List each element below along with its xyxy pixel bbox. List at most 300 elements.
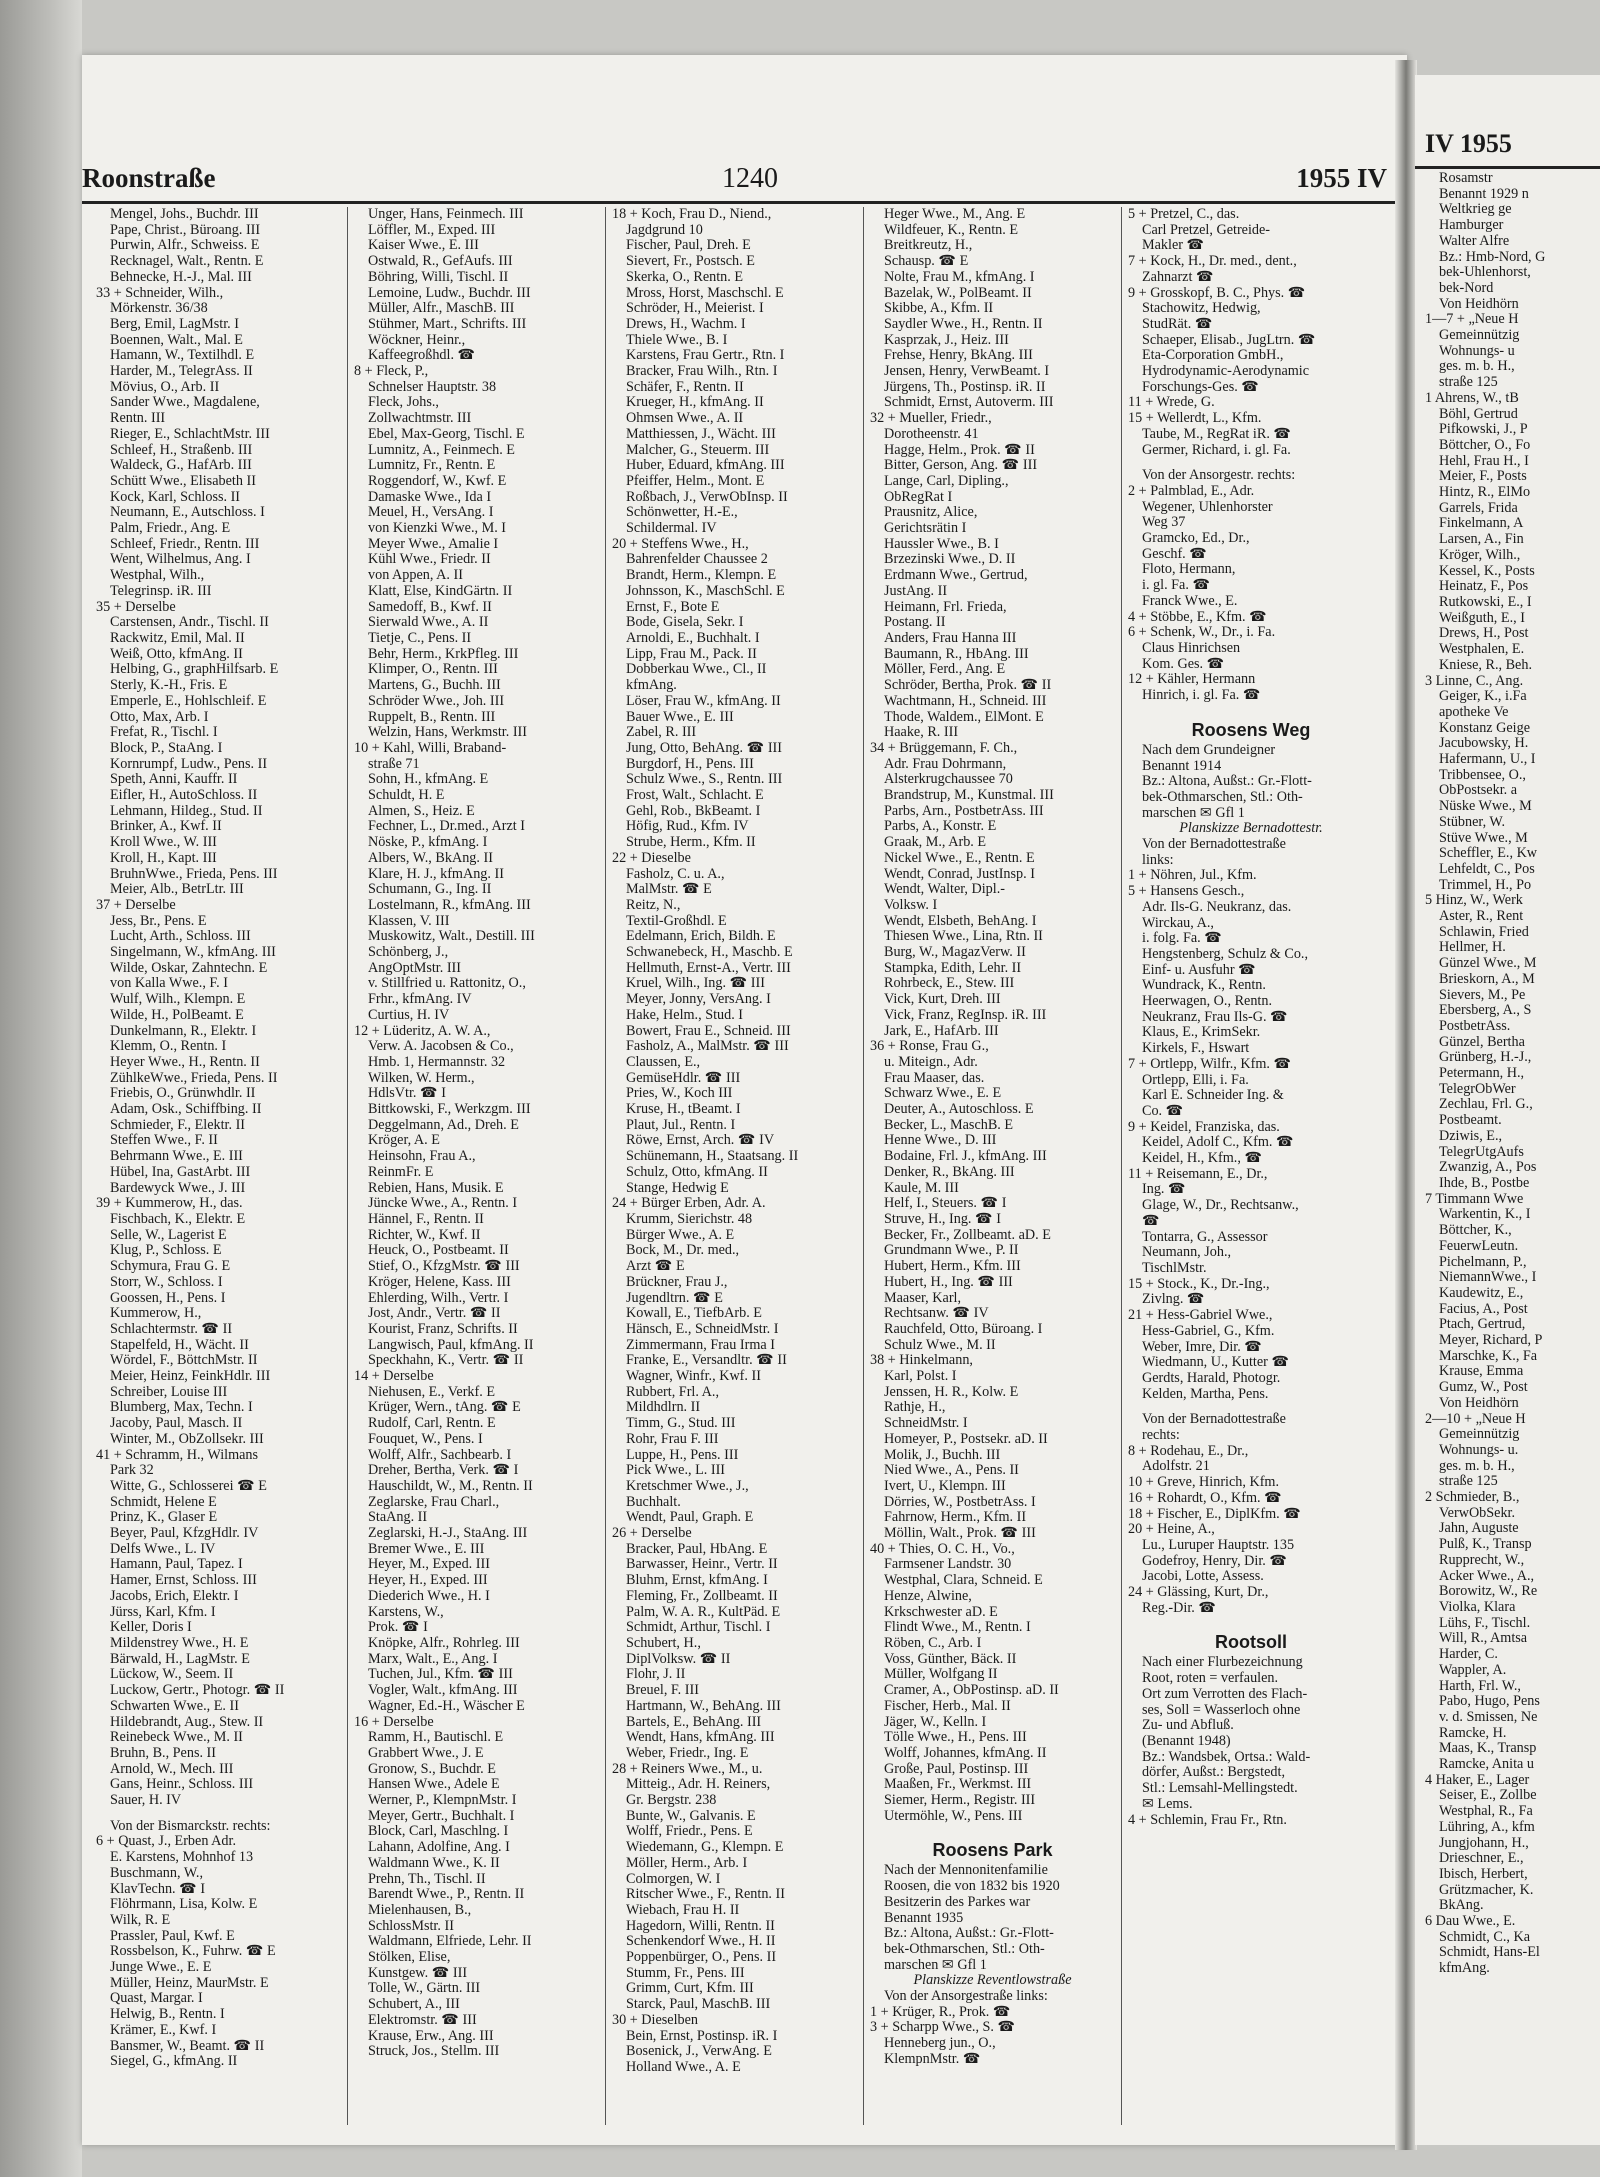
resident-entry: Bruhn, B., Pens. II bbox=[110, 1745, 217, 1761]
resident-entry: Behr, Herm., KrkPfleg. III bbox=[368, 646, 519, 662]
resident-entry: Ramcke, H. bbox=[1439, 1725, 1507, 1741]
resident-entry: Kroll Wwe., W. III bbox=[110, 835, 217, 851]
resident-entry: Grützmacher, K. bbox=[1439, 1882, 1534, 1898]
resident-entry: Ort zum Verrotten des Flach- bbox=[1142, 1686, 1308, 1702]
resident-entry: Bracker, Paul, HbAng. E bbox=[626, 1541, 768, 1557]
resident-entry: Heimann, Frl. Frieda, bbox=[884, 599, 1007, 615]
resident-entry: ges. m. b. H., bbox=[1439, 1458, 1515, 1474]
resident-entry: Verw. A. Jacobsen & Co., bbox=[368, 1039, 514, 1055]
house-entry: 30 + Dieselben bbox=[612, 2012, 699, 2028]
resident-entry: Luckow, Gertr., Photogr. ☎ II bbox=[110, 1683, 285, 1699]
resident-entry: Prassler, Paul, Kwf. E bbox=[110, 1928, 235, 1944]
resident-entry: Weiß, Otto, kfmAng. II bbox=[110, 646, 243, 662]
resident-entry: Emperle, E., Hohlschleif. E bbox=[110, 693, 267, 709]
resident-entry: Purwin, Alfr., Schweiss. E bbox=[110, 238, 260, 254]
house-entry: 6 + Quast, J., Erben Adr. bbox=[96, 1834, 237, 1850]
resident-entry: Helwig, B., Rentn. I bbox=[110, 2007, 225, 2023]
resident-entry: Carstensen, Andr., Tischl. II bbox=[110, 615, 269, 631]
resident-entry: Lucht, Arth., Schloss. III bbox=[110, 929, 251, 945]
resident-entry: Prehn, Th., Tischl. II bbox=[368, 1871, 486, 1887]
resident-entry: Saydler Wwe., H., Rentn. II bbox=[884, 316, 1043, 332]
house-entry: 20 + Heine, A., bbox=[1128, 1522, 1215, 1538]
resident-entry: ses, Soll = Wasserloch ohne bbox=[1142, 1702, 1301, 1718]
resident-entry: Buchhalt. bbox=[626, 1494, 681, 1510]
resident-entry: Gemeinnützig bbox=[1439, 1427, 1520, 1443]
resident-entry: Storr, W., Schloss. I bbox=[110, 1274, 223, 1290]
resident-entry: Wohnungs- u. bbox=[1439, 1442, 1519, 1458]
resident-entry: Voss, Günther, Bäck. II bbox=[884, 1651, 1017, 1667]
resident-entry: Schmidt, Ernst, Autoverm. III bbox=[884, 395, 1054, 411]
resident-entry: Klassen, V. III bbox=[368, 913, 450, 929]
resident-entry: Meier, Heinz, FeinkHdlr. III bbox=[110, 1369, 271, 1385]
resident-entry: Ramm, H., Bautischl. E bbox=[368, 1730, 504, 1746]
resident-entry: Mövius, O., Arb. II bbox=[110, 379, 220, 395]
street-heading: Roosens Park bbox=[932, 1840, 1053, 1861]
resident-entry: Kock, Karl, Schloss. II bbox=[110, 489, 241, 505]
house-entry: 8 + Fleck, P., bbox=[354, 364, 429, 380]
resident-entry: Karstens, W., bbox=[368, 1604, 444, 1620]
resident-entry: Claussen, E., bbox=[626, 1054, 701, 1070]
resident-entry: Stapelfeld, H., Wächt. II bbox=[110, 1337, 249, 1353]
resident-entry: Neumann, Joh., bbox=[1142, 1245, 1232, 1261]
resident-entry: Flöhrmann, Lisa, Kolw. E bbox=[110, 1897, 258, 1913]
resident-entry: Knöpke, Alfr., Rohrleg. III bbox=[368, 1635, 520, 1651]
resident-entry: Berg, Emil, LagMstr. I bbox=[110, 316, 239, 332]
spacer bbox=[1128, 1616, 1374, 1626]
house-entry: 12 + Lüderitz, A. W. A., bbox=[354, 1023, 491, 1039]
resident-entry: Bluhm, Ernst, kfmAng. I bbox=[626, 1573, 768, 1589]
resident-entry: Heyer, M., Exped. III bbox=[368, 1557, 490, 1573]
resident-entry: Hildebrandt, Aug., Stew. II bbox=[110, 1714, 264, 1730]
resident-entry: Prinz, K., Glaser E bbox=[110, 1510, 218, 1526]
resident-entry: Breuel, F. III bbox=[626, 1683, 699, 1699]
resident-entry: Behnecke, H.-J., Mal. III bbox=[110, 269, 252, 285]
resident-entry: Hafermann, U., I bbox=[1439, 752, 1536, 768]
resident-entry: Heuck, O., Postbeamt. II bbox=[368, 1243, 509, 1259]
resident-entry: Sievert, Fr., Postsch. E bbox=[626, 254, 755, 270]
resident-entry: Bode, Gisela, Sekr. I bbox=[626, 615, 744, 631]
resident-entry: Sterly, K.-H., Fris. E bbox=[110, 678, 228, 694]
resident-entry: Hinrich, i. gl. Fa. ☎ bbox=[1142, 688, 1261, 704]
resident-entry: Zollwachtmstr. III bbox=[368, 411, 472, 427]
resident-entry: Boennen, Walt., Mal. E bbox=[110, 332, 243, 348]
resident-entry: Buschmann, W., bbox=[110, 1865, 204, 1881]
resident-entry: Pichelmann, P., bbox=[1439, 1254, 1527, 1270]
resident-entry: Roggendorf, W., Kwf. E bbox=[368, 473, 507, 489]
resident-entry: Sauer, H. IV bbox=[110, 1793, 182, 1809]
resident-entry: Schmidt, Hans-El bbox=[1439, 1945, 1540, 1961]
resident-entry: Mross, Horst, Maschschl. E bbox=[626, 285, 784, 301]
resident-entry: Meyer Wwe., Amalie I bbox=[368, 536, 499, 552]
resident-entry: Quast, Margar. I bbox=[110, 1991, 203, 2007]
house-entry: 34 + Brüggemann, F. Ch., bbox=[870, 740, 1018, 756]
resident-entry: Grabbert Wwe., J. E bbox=[368, 1745, 484, 1761]
resident-entry: Co. ☎ bbox=[1142, 1103, 1184, 1119]
resident-entry: Arnold, W., Mech. III bbox=[110, 1761, 234, 1777]
resident-entry: Hydrodynamic-Aerodynamic bbox=[1142, 364, 1310, 380]
resident-entry: Walter Alfre bbox=[1439, 233, 1510, 249]
resident-entry: Kourist, Franz, Schrifts. II bbox=[368, 1321, 518, 1337]
resident-entry: Schleef, Friedr., Rentn. III bbox=[110, 536, 260, 552]
resident-entry: Von Heidhörn bbox=[1439, 1395, 1519, 1411]
resident-entry: Klimper, O., Rentn. III bbox=[368, 662, 498, 678]
resident-entry: Von Heidhörn bbox=[1439, 296, 1519, 312]
resident-entry: Wachtmann, H., Schneid. III bbox=[884, 693, 1047, 709]
resident-entry: KlempnMstr. ☎ bbox=[884, 2051, 981, 2067]
resident-entry: Textil-Großhdl. E bbox=[626, 913, 727, 929]
resident-entry: Bosenick, J., VerwAng. E bbox=[626, 2044, 772, 2060]
resident-entry: v. Stillfried u. Rattonitz, O., bbox=[368, 976, 526, 992]
resident-entry: Franke, E., Versandltr. ☎ II bbox=[626, 1353, 787, 1369]
resident-entry: Sander Wwe., Magdalene, bbox=[110, 395, 260, 411]
resident-entry: Lühs, F., Tischl. bbox=[1439, 1615, 1531, 1631]
resident-entry: Barendt Wwe., P., Rentn. II bbox=[368, 1887, 525, 1903]
resident-entry: Frhr., kfmAng. IV bbox=[368, 992, 472, 1008]
resident-entry: JustAng. II bbox=[884, 583, 948, 599]
house-entry: 18 + Fischer, E., DiplKfm. ☎ bbox=[1128, 1506, 1301, 1522]
directory-column bbox=[864, 207, 1122, 2125]
resident-entry: Rohrbeck, E., Stew. III bbox=[884, 976, 1015, 992]
house-entry: 12 + Kähler, Hermann bbox=[1128, 672, 1256, 688]
house-entry: 11 + Wrede, G. bbox=[1128, 395, 1215, 411]
resident-entry: Mengel, Johs., Buchdr. III bbox=[110, 207, 259, 222]
resident-entry: Hartmann, W., BehAng. III bbox=[626, 1698, 781, 1714]
resident-entry: Jacoby, Paul, Masch. II bbox=[110, 1416, 243, 1432]
house-entry: 6 Dau Wwe., E. bbox=[1425, 1914, 1516, 1930]
resident-entry: marschen ✉ Gfl 1 bbox=[884, 1957, 987, 1973]
resident-entry: Aster, R., Rent bbox=[1439, 909, 1524, 925]
house-entry: 24 + Glässing, Kurt, Dr., bbox=[1128, 1585, 1269, 1601]
resident-entry: Große, Paul, Postinsp. III bbox=[884, 1761, 1029, 1777]
resident-entry: Vick, Kurt, Dreh. III bbox=[884, 992, 1001, 1008]
resident-entry: Damaske Wwe., Ida I bbox=[368, 489, 492, 505]
resident-entry: Jenssen, H. R., Kolw. E bbox=[884, 1384, 1019, 1400]
resident-entry: Nöske, P., kfmAng. I bbox=[368, 835, 488, 851]
resident-entry: Kühl Wwe., Friedr. II bbox=[368, 552, 491, 568]
resident-entry: Frau Maaser, das. bbox=[884, 1070, 985, 1086]
resident-entry: Wendt, Elsbeth, BehAng. I bbox=[884, 913, 1037, 929]
resident-entry: Hellmer, H. bbox=[1439, 940, 1506, 956]
resident-entry: Krause, Emma bbox=[1439, 1364, 1524, 1380]
resident-entry: Garrels, Frida bbox=[1439, 500, 1518, 516]
resident-entry: Frehse, Henry, BkAng. III bbox=[884, 348, 1033, 364]
resident-entry: Wolff, Friedr., Pens. E bbox=[626, 1824, 753, 1840]
left-binding-shadow bbox=[0, 0, 82, 2177]
resident-entry: Stl.: Lemsahl-Mellingstedt. bbox=[1142, 1781, 1298, 1797]
resident-entry: Wiebach, Frau H. II bbox=[626, 1902, 740, 1918]
resident-entry: Kelden, Martha, Pens. bbox=[1142, 1386, 1269, 1402]
resident-entry: Stüve Wwe., M bbox=[1439, 830, 1528, 846]
resident-entry: ges. m. b. H., bbox=[1439, 359, 1515, 375]
resident-entry: Weber, Imre, Dir. ☎ bbox=[1142, 1339, 1262, 1355]
resident-entry: Hamburger bbox=[1439, 218, 1504, 234]
resident-entry: Tietje, C., Pens. II bbox=[368, 630, 472, 646]
resident-entry: Arzt ☎ E bbox=[626, 1259, 685, 1275]
resident-entry: Bowert, Frau E., Schneid. III bbox=[626, 1023, 791, 1039]
resident-entry: Jürgens, Th., Postinsp. iR. II bbox=[884, 379, 1046, 395]
resident-entry: Brieskorn, A., M bbox=[1439, 971, 1535, 987]
resident-entry: Helbing, G., graphHilfsarb. E bbox=[110, 662, 279, 678]
resident-entry: Prok. ☎ I bbox=[368, 1620, 428, 1636]
resident-entry: Schildermal. IV bbox=[626, 521, 717, 537]
resident-entry: Bz.: Wandsbek, Ortsa.: Wald- bbox=[1142, 1749, 1311, 1765]
resident-entry: Hubert, H., Ing. ☎ III bbox=[884, 1274, 1013, 1290]
resident-entry: Geschf. ☎ bbox=[1142, 546, 1207, 562]
resident-entry: apotheke Ve bbox=[1439, 704, 1509, 720]
resident-entry: Adolfstr. 21 bbox=[1142, 1459, 1210, 1475]
house-entry: 20 + Steffens Wwe., H., bbox=[612, 536, 749, 552]
resident-entry: Benannt 1914 bbox=[1142, 758, 1222, 774]
resident-entry: ☎ bbox=[1142, 1213, 1160, 1229]
resident-entry: Gans, Heinr., Schloss. III bbox=[110, 1777, 254, 1793]
resident-entry: Johnsson, K., MaschSchl. E bbox=[626, 583, 785, 599]
resident-entry: Wohnungs- u bbox=[1439, 343, 1515, 359]
resident-entry: Geiger, K., i.Fa bbox=[1439, 689, 1527, 705]
resident-entry: Schlawin, Fried bbox=[1439, 924, 1529, 940]
resident-entry: Rosamstr bbox=[1439, 171, 1493, 186]
resident-entry: Dreher, Bertha, Verk. ☎ I bbox=[368, 1463, 519, 1479]
resident-entry: Hamann, W., Textilhdl. E bbox=[110, 348, 255, 364]
resident-entry: Mitteig., Adr. H. Reiners, bbox=[626, 1777, 771, 1793]
resident-entry: Hess-Gabriel, G., Kfm. bbox=[1142, 1323, 1275, 1339]
resident-entry: Bazelak, W., PolBeamt. II bbox=[884, 285, 1032, 301]
resident-entry: Stühmer, Mart., Schrifts. III bbox=[368, 316, 527, 332]
resident-entry: Heger Wwe., M., Ang. E bbox=[884, 207, 1026, 222]
resident-entry: Möller, Ferd., Ang. E bbox=[884, 662, 1006, 678]
resident-entry: SchneidMstr. I bbox=[884, 1416, 968, 1432]
resident-entry: Krkschwester aD. E bbox=[884, 1604, 998, 1620]
resident-entry: Benannt 1929 n bbox=[1439, 186, 1529, 202]
resident-entry: Zeglarski, H.-J., StaAng. III bbox=[368, 1526, 528, 1542]
resident-entry: Stübner, W. bbox=[1439, 814, 1506, 830]
house-entry: 6 + Schenk, W., Dr., i. Fa. bbox=[1128, 625, 1276, 641]
resident-entry: Stange, Hedwig E bbox=[626, 1180, 729, 1196]
resident-entry: GemüseHdlr. ☎ III bbox=[626, 1070, 741, 1086]
resident-entry: Henne Wwe., D. III bbox=[884, 1133, 997, 1149]
resident-entry: Schmidt, Helene E bbox=[110, 1494, 217, 1510]
resident-entry: Timm, G., Stud. III bbox=[626, 1416, 736, 1432]
resident-entry: straße 125 bbox=[1439, 1474, 1498, 1490]
resident-entry: Waldmann Wwe., K. II bbox=[368, 1855, 500, 1871]
resident-entry: Wegener, Uhlenhorster bbox=[1142, 499, 1273, 515]
house-entry: 4 + Schlemin, Frau Fr., Rtn. bbox=[1128, 1812, 1287, 1828]
resident-entry: Zwanzig, A., Pos bbox=[1439, 1160, 1537, 1176]
resident-entry: Kaudewitz, E., bbox=[1439, 1285, 1524, 1301]
resident-entry: Wagner, Winfr., Kwf. II bbox=[626, 1369, 761, 1385]
house-entry: 10 + Kahl, Willi, Braband- bbox=[354, 740, 507, 756]
resident-entry: Gerdts, Harald, Photogr. bbox=[1142, 1370, 1281, 1386]
resident-entry: Hänsch, E., SchneidMstr. I bbox=[626, 1321, 779, 1337]
resident-entry: Jess, Br., Pens. E bbox=[110, 913, 207, 929]
resident-entry: Stumm, Fr., Pens. III bbox=[626, 1965, 745, 1981]
resident-entry: Fasholz, C. u. A., bbox=[626, 866, 725, 882]
resident-entry: Jacubowsky, H. bbox=[1439, 736, 1529, 752]
resident-entry: Frefat, R., Tischl. I bbox=[110, 725, 218, 741]
resident-entry: HdlsVtr. ☎ I bbox=[368, 1086, 446, 1102]
resident-entry: Breitkreutz, H., bbox=[884, 238, 973, 254]
resident-entry: Hännel, F., Rentn. II bbox=[368, 1212, 484, 1227]
resident-entry: dörfer, Außst.: Bergstedt, bbox=[1142, 1765, 1285, 1781]
resident-entry: Schulz Wwe., S., Rentn. III bbox=[626, 772, 783, 788]
resident-entry: Ebel, Max-Georg, Tischl. E bbox=[368, 426, 525, 442]
resident-entry: Unger, Hans, Feinmech. III bbox=[368, 207, 524, 222]
resident-entry: Nickel Wwe., E., Rentn. E bbox=[884, 850, 1035, 866]
resident-entry: Baumann, R., HbAng. III bbox=[884, 646, 1029, 662]
resident-entry: Roßbach, J., VerwObInsp. II bbox=[626, 489, 788, 505]
resident-entry: Prausnitz, Alice, bbox=[884, 505, 978, 521]
house-entry: 2 Schmieder, B., bbox=[1425, 1490, 1520, 1506]
resident-entry: Schwarz Wwe., E. E bbox=[884, 1086, 1002, 1102]
resident-entry: Burgdorf, H., Pens. III bbox=[626, 756, 754, 772]
resident-entry: Hagge, Helm., Prok. ☎ II bbox=[884, 442, 1035, 458]
resident-entry: Schaeper, Elisab., JugLtrn. ☎ bbox=[1142, 332, 1316, 348]
resident-entry: Hubert, Herm., Kfm. III bbox=[884, 1259, 1021, 1275]
resident-entry: Sohn, H., kfmAng. E bbox=[368, 772, 489, 788]
resident-entry: Jark, E., HafArb. III bbox=[884, 1023, 999, 1039]
resident-entry: Benannt 1935 bbox=[884, 1910, 964, 1926]
resident-entry: Neukranz, Frau Ils-G. ☎ bbox=[1142, 1009, 1288, 1025]
resident-entry: Marschke, K., Fa bbox=[1439, 1348, 1538, 1364]
resident-entry: Bahrenfelder Chaussee 2 bbox=[626, 552, 768, 568]
street-header: Roonstraße bbox=[82, 163, 216, 193]
resident-entry: von Kienzki Wwe., M. I bbox=[368, 521, 507, 537]
house-entry: 11 + Reisemann, E., Dr., bbox=[1128, 1166, 1268, 1182]
resident-entry: Weg 37 bbox=[1142, 515, 1186, 531]
directory-column bbox=[90, 207, 348, 2125]
resident-entry: Adr. Ils-G. Neukranz, das. bbox=[1142, 899, 1292, 915]
resident-entry: Muskowitz, Walt., Destill. III bbox=[368, 929, 535, 945]
resident-entry: Meier, Alb., BetrLtr. III bbox=[110, 882, 244, 898]
resident-entry: Schmieder, F., Elektr. II bbox=[110, 1117, 246, 1133]
resident-entry: Dunkelmann, R., Elektr. I bbox=[110, 1023, 257, 1039]
resident-entry: Zu- und Abfluß. bbox=[1142, 1718, 1234, 1734]
spacer bbox=[1128, 704, 1374, 714]
resident-entry: Jensen, Henry, VerwBeamt. I bbox=[884, 364, 1050, 380]
resident-entry: Heinsohn, Frau A., bbox=[368, 1149, 476, 1165]
resident-entry: kfmAng. bbox=[1439, 1961, 1490, 1977]
resident-entry: Maaser, Karl, bbox=[884, 1290, 962, 1306]
resident-entry: Lumnitz, A., Feinmech. E bbox=[368, 442, 515, 458]
resident-entry: Pifkowski, J., P bbox=[1439, 422, 1528, 438]
resident-entry: Ruppelt, B., Rentn. III bbox=[368, 709, 496, 725]
resident-entry: Rubbert, Frl. A., bbox=[626, 1384, 720, 1400]
resident-entry: Möllin, Walt., Prok. ☎ III bbox=[884, 1526, 1036, 1542]
resident-entry: Hmb. 1, Hermannstr. 32 bbox=[368, 1054, 506, 1070]
resident-entry: Larsen, A., Fin bbox=[1439, 532, 1524, 548]
resident-entry: Röwe, Ernst, Arch. ☎ IV bbox=[626, 1133, 775, 1149]
resident-entry: Struve, H., Ing. ☎ I bbox=[884, 1212, 1001, 1227]
resident-entry: TischlMstr. bbox=[1142, 1261, 1207, 1276]
resident-entry: Luppe, H., Pens. III bbox=[626, 1447, 739, 1463]
resident-entry: Dziwis, E., bbox=[1439, 1128, 1503, 1144]
resident-entry: Tribbensee, O., bbox=[1439, 767, 1526, 783]
resident-entry: Kretschmer Wwe., J., bbox=[626, 1478, 749, 1494]
resident-entry: Gumz, W., Post bbox=[1439, 1380, 1528, 1396]
resident-entry: Kaule, M. III bbox=[884, 1180, 959, 1196]
resident-entry: Stampka, Edith, Lehr. II bbox=[884, 960, 1022, 976]
resident-entry: ZühlkeWwe., Frieda, Pens. II bbox=[110, 1070, 278, 1086]
resident-entry: Harth, Frl. W., bbox=[1439, 1678, 1521, 1694]
resident-entry: Krause, Erw., Ang. III bbox=[368, 2028, 494, 2044]
resident-entry: Jüncke Wwe., A., Rentn. I bbox=[368, 1196, 518, 1212]
resident-entry: Brinker, A., Kwf. II bbox=[110, 819, 222, 835]
resident-entry: Taube, M., RegRat iR. ☎ bbox=[1142, 426, 1292, 442]
resident-entry: Reinebeck Wwe., M. II bbox=[110, 1730, 243, 1746]
resident-entry: Wildfeuer, K., Rentn. E bbox=[884, 222, 1018, 238]
resident-entry: Ohmsen Wwe., A. II bbox=[626, 411, 744, 427]
resident-entry: Waldeck, G., HafArb. III bbox=[110, 458, 252, 474]
resident-entry: bek-Othmarschen, Stl.: Oth- bbox=[884, 1941, 1045, 1957]
resident-entry: Heerwagen, O., Rentn. bbox=[1142, 994, 1273, 1010]
resident-entry: Tontarra, G., Assessor bbox=[1142, 1229, 1268, 1245]
resident-entry: BruhnWwe., Frieda, Pens. III bbox=[110, 866, 278, 882]
directory-column bbox=[348, 207, 606, 2125]
house-entry: 26 + Derselbe bbox=[612, 1526, 692, 1542]
resident-entry: Dorotheenstr. 41 bbox=[884, 426, 979, 442]
resident-entry: Schünemann, H., Staatsang. II bbox=[626, 1149, 799, 1165]
resident-entry: Vick, Franz, RegInsp. iR. III bbox=[884, 1007, 1047, 1023]
resident-entry: Rackwitz, Emil, Mal. II bbox=[110, 630, 245, 646]
resident-entry: Stölken, Elise, bbox=[368, 1950, 451, 1966]
resident-entry: Curtius, H. IV bbox=[368, 1007, 450, 1023]
resident-entry: Adr. Frau Dohrmann, bbox=[884, 756, 1007, 772]
resident-entry: Löffler, M., Exped. III bbox=[368, 222, 496, 238]
house-entry: 7 Timmann Wwe bbox=[1425, 1191, 1524, 1207]
resident-entry: Brandt, Herm., Klempn. E bbox=[626, 568, 777, 584]
spacer bbox=[96, 1809, 341, 1819]
resident-entry: Park 32 bbox=[110, 1463, 154, 1479]
resident-entry: Reitz, N., bbox=[626, 897, 681, 913]
resident-entry: Poppenbürger, O., Pens. II bbox=[626, 1950, 777, 1966]
resident-entry: Germer, Richard, i. gl. Fa. bbox=[1142, 442, 1291, 458]
house-entry: 38 + Hinkelmann, bbox=[870, 1353, 973, 1369]
resident-entry: Mildenstrey Wwe., H. E bbox=[110, 1635, 249, 1651]
resident-entry: Zahnarzt ☎ bbox=[1142, 269, 1214, 285]
house-entry: 41 + Schramm, H., Wilmans bbox=[96, 1447, 259, 1463]
resident-entry: Kröger, A. E bbox=[368, 1133, 440, 1149]
resident-entry: FeuerwLeutn. bbox=[1439, 1238, 1519, 1254]
resident-entry: Dobberkau Wwe., Cl., II bbox=[626, 662, 767, 678]
resident-entry: kfmAng. bbox=[626, 678, 677, 694]
resident-entry: Lahann, Adolfine, Ang. I bbox=[368, 1840, 510, 1856]
resident-entry: Bansmer, W., Beamt. ☎ II bbox=[110, 2038, 265, 2054]
resident-entry: Waldmann, Elfriede, Lehr. II bbox=[368, 1934, 532, 1950]
resident-entry: Jugendltrn. ☎ E bbox=[626, 1290, 723, 1306]
resident-entry: Gr. Bergstr. 238 bbox=[626, 1793, 717, 1809]
street-heading: Roosens Weg bbox=[1191, 719, 1311, 740]
edition-year: 1955 IV bbox=[1296, 163, 1387, 193]
resident-entry: Lange, Carl, Dipling., bbox=[884, 473, 1009, 489]
resident-entry: Kaiser Wwe., E. III bbox=[368, 238, 479, 254]
resident-entry: Anders, Frau Hanna III bbox=[884, 630, 1017, 646]
resident-entry: Zimmermann, Frau Irma I bbox=[626, 1337, 775, 1353]
resident-entry: Harder, C. bbox=[1439, 1647, 1498, 1663]
resident-entry: Postbeamt. bbox=[1439, 1113, 1502, 1129]
resident-entry: Zeglarske, Frau Charl., bbox=[368, 1494, 500, 1510]
resident-entry: Forschungs-Ges. ☎ bbox=[1142, 379, 1259, 395]
resident-entry: Fleming, Fr., Zollbeamt. II bbox=[626, 1588, 778, 1604]
house-entry: 4 Haker, E., Lager bbox=[1425, 1772, 1530, 1788]
resident-entry: Nied Wwe., A., Pens. II bbox=[884, 1463, 1019, 1479]
resident-entry: Haussler Wwe., B. I bbox=[884, 536, 999, 552]
resident-entry: Root, roten = verfaulen. bbox=[1142, 1671, 1279, 1687]
resident-entry: Konstanz Geige bbox=[1439, 720, 1531, 736]
house-entry: 1—7 + „Neue H bbox=[1425, 312, 1519, 328]
resident-entry: Nolte, Frau M., kfmAng. I bbox=[884, 269, 1035, 285]
resident-entry: rechts: bbox=[1142, 1428, 1180, 1444]
resident-entry: Speth, Anni, Kauffr. II bbox=[110, 772, 238, 788]
resident-entry: Jung, Otto, BehAng. ☎ III bbox=[626, 740, 782, 756]
